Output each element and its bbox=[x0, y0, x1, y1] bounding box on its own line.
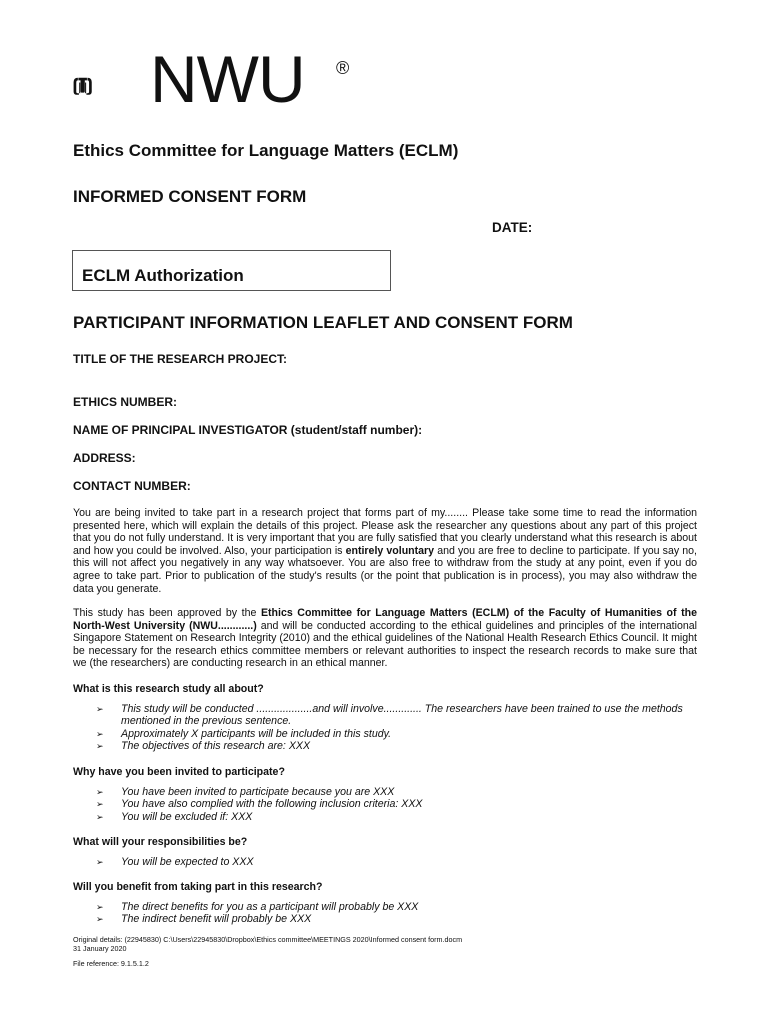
section-question: What is this research study all about? bbox=[73, 683, 264, 695]
section-bullets bbox=[96, 786, 706, 823]
nwu-logo-icon bbox=[72, 52, 152, 120]
list-item bbox=[96, 856, 706, 868]
arrow-bullet-icon: ➢ bbox=[96, 740, 104, 751]
approval-emphasis: Ethics Committee for Language Matters (ECLM) of the Faculty of Humanities of the North-West University (NWU............) bbox=[73, 607, 697, 632]
intro-text-1: You are being invited to take part in a research project that forms part of my........ Please take some time to read the information presented here, which will explain the details of this project. Please ask the researcher any questions about any part of this project that you do not fully understand. It is very important that you are fully satisfied that you clearly understand what this research is about and how you could be involved. Also, your participation is bbox=[73, 507, 697, 557]
leaflet-title: PARTICIPANT INFORMATION LEAFLET AND CONSENT FORM bbox=[73, 313, 573, 332]
arrow-bullet-icon: ➢ bbox=[96, 811, 104, 822]
field-title-project: TITLE OF THE RESEARCH PROJECT: bbox=[73, 352, 288, 366]
intro-text-2: and you are free to decline to participate. If you say no, this will not affect you negatively in any way whatsoever. You are also free to withdraw from the study at any point, even if you do agree to take part. Prior to publication of the study's results (or the point that publication is in process), you may also withdraw the data you generate. bbox=[73, 544, 697, 595]
approval-text-1: This study has been approved by the bbox=[73, 607, 261, 619]
arrow-bullet-icon: ➢ bbox=[96, 704, 104, 714]
bullet-text: Approximately X participants will be included in this study. bbox=[121, 727, 392, 740]
section-question: Will you benefit from taking part in this research? bbox=[73, 881, 323, 893]
arrow-bullet-icon: ➢ bbox=[96, 902, 104, 912]
arrow-bullet-icon: ➢ bbox=[96, 728, 104, 739]
approval-text-2: and will be conducted according to the ethical guidelines and principles of the international Singapore Statement on Research Integrity (2010) and the ethical guidelines of the National Health Research Ethics Council. It might be necessary for the research ethics committee members or relevant authorities to inspect the research records to make sure that we (the researchers) are conducting research in an ethical manner. bbox=[73, 619, 697, 670]
bullet-text: The indirect benefit will probably be XXX bbox=[121, 913, 312, 926]
bullet-text: The direct benefits for you as a participant will probably be XXX bbox=[121, 901, 419, 913]
footer-file-reference: File reference: 9.1.5.1.2 bbox=[73, 959, 149, 968]
list-item bbox=[96, 798, 706, 810]
committee-title: Ethics Committee for Language Matters (ECLM) bbox=[73, 141, 459, 160]
intro-paragraph bbox=[73, 507, 697, 595]
logo-text: NWU bbox=[150, 42, 305, 116]
bullet-text: You will be expected to XXX bbox=[121, 856, 254, 868]
field-ethics-number: ETHICS NUMBER: bbox=[73, 395, 177, 409]
field-address: ADDRESS: bbox=[73, 451, 136, 465]
registered-mark: ® bbox=[336, 58, 350, 78]
bullet-text: You have been invited to participate because you are XXX bbox=[121, 786, 395, 798]
section-bullets bbox=[96, 703, 706, 752]
intro-emphasis: entirely voluntary bbox=[345, 544, 435, 557]
list-item bbox=[96, 740, 706, 752]
bullet-text: You have also complied with the following inclusion criteria: XXX bbox=[121, 798, 423, 811]
section-question: Why have you been invited to participate? bbox=[73, 766, 285, 778]
authorization-label: ECLM Authorization bbox=[82, 266, 244, 285]
section-bullets bbox=[96, 856, 706, 868]
date-label: DATE: bbox=[492, 220, 533, 235]
list-item bbox=[96, 913, 706, 925]
bullet-text: The objectives of this research are: XXX bbox=[121, 739, 311, 752]
form-title: INFORMED CONSENT FORM bbox=[73, 187, 307, 206]
list-item bbox=[96, 901, 706, 913]
approval-paragraph bbox=[73, 607, 697, 670]
section-bullets bbox=[96, 901, 706, 926]
list-item bbox=[96, 728, 706, 740]
arrow-bullet-icon: ➢ bbox=[96, 857, 104, 867]
footer-original-details: Original details: (22945830) C:\Users\22945830\Dropbox\Ethics committee\MEETINGS 2020\Informed consent form.docm bbox=[73, 935, 463, 944]
arrow-bullet-icon: ➢ bbox=[96, 914, 104, 925]
authorization-box bbox=[72, 250, 391, 291]
list-item bbox=[96, 703, 706, 728]
field-contact: CONTACT NUMBER: bbox=[73, 479, 191, 493]
arrow-bullet-icon: ➢ bbox=[96, 799, 104, 810]
list-item bbox=[96, 786, 706, 798]
section-question: What will your responsibilities be? bbox=[73, 836, 248, 848]
footer-date: 31 January 2020 bbox=[73, 944, 127, 953]
arrow-bullet-icon: ➢ bbox=[96, 787, 104, 797]
list-item bbox=[96, 811, 706, 823]
field-investigator: NAME OF PRINCIPAL INVESTIGATOR (student/staff number): bbox=[73, 423, 423, 437]
bullet-text: You will be excluded if: XXX bbox=[121, 810, 253, 823]
bullet-text: This study will be conducted ...................and will involve............. The researchers have been trained to use the methods mentioned in the previous sentence. bbox=[121, 703, 683, 728]
